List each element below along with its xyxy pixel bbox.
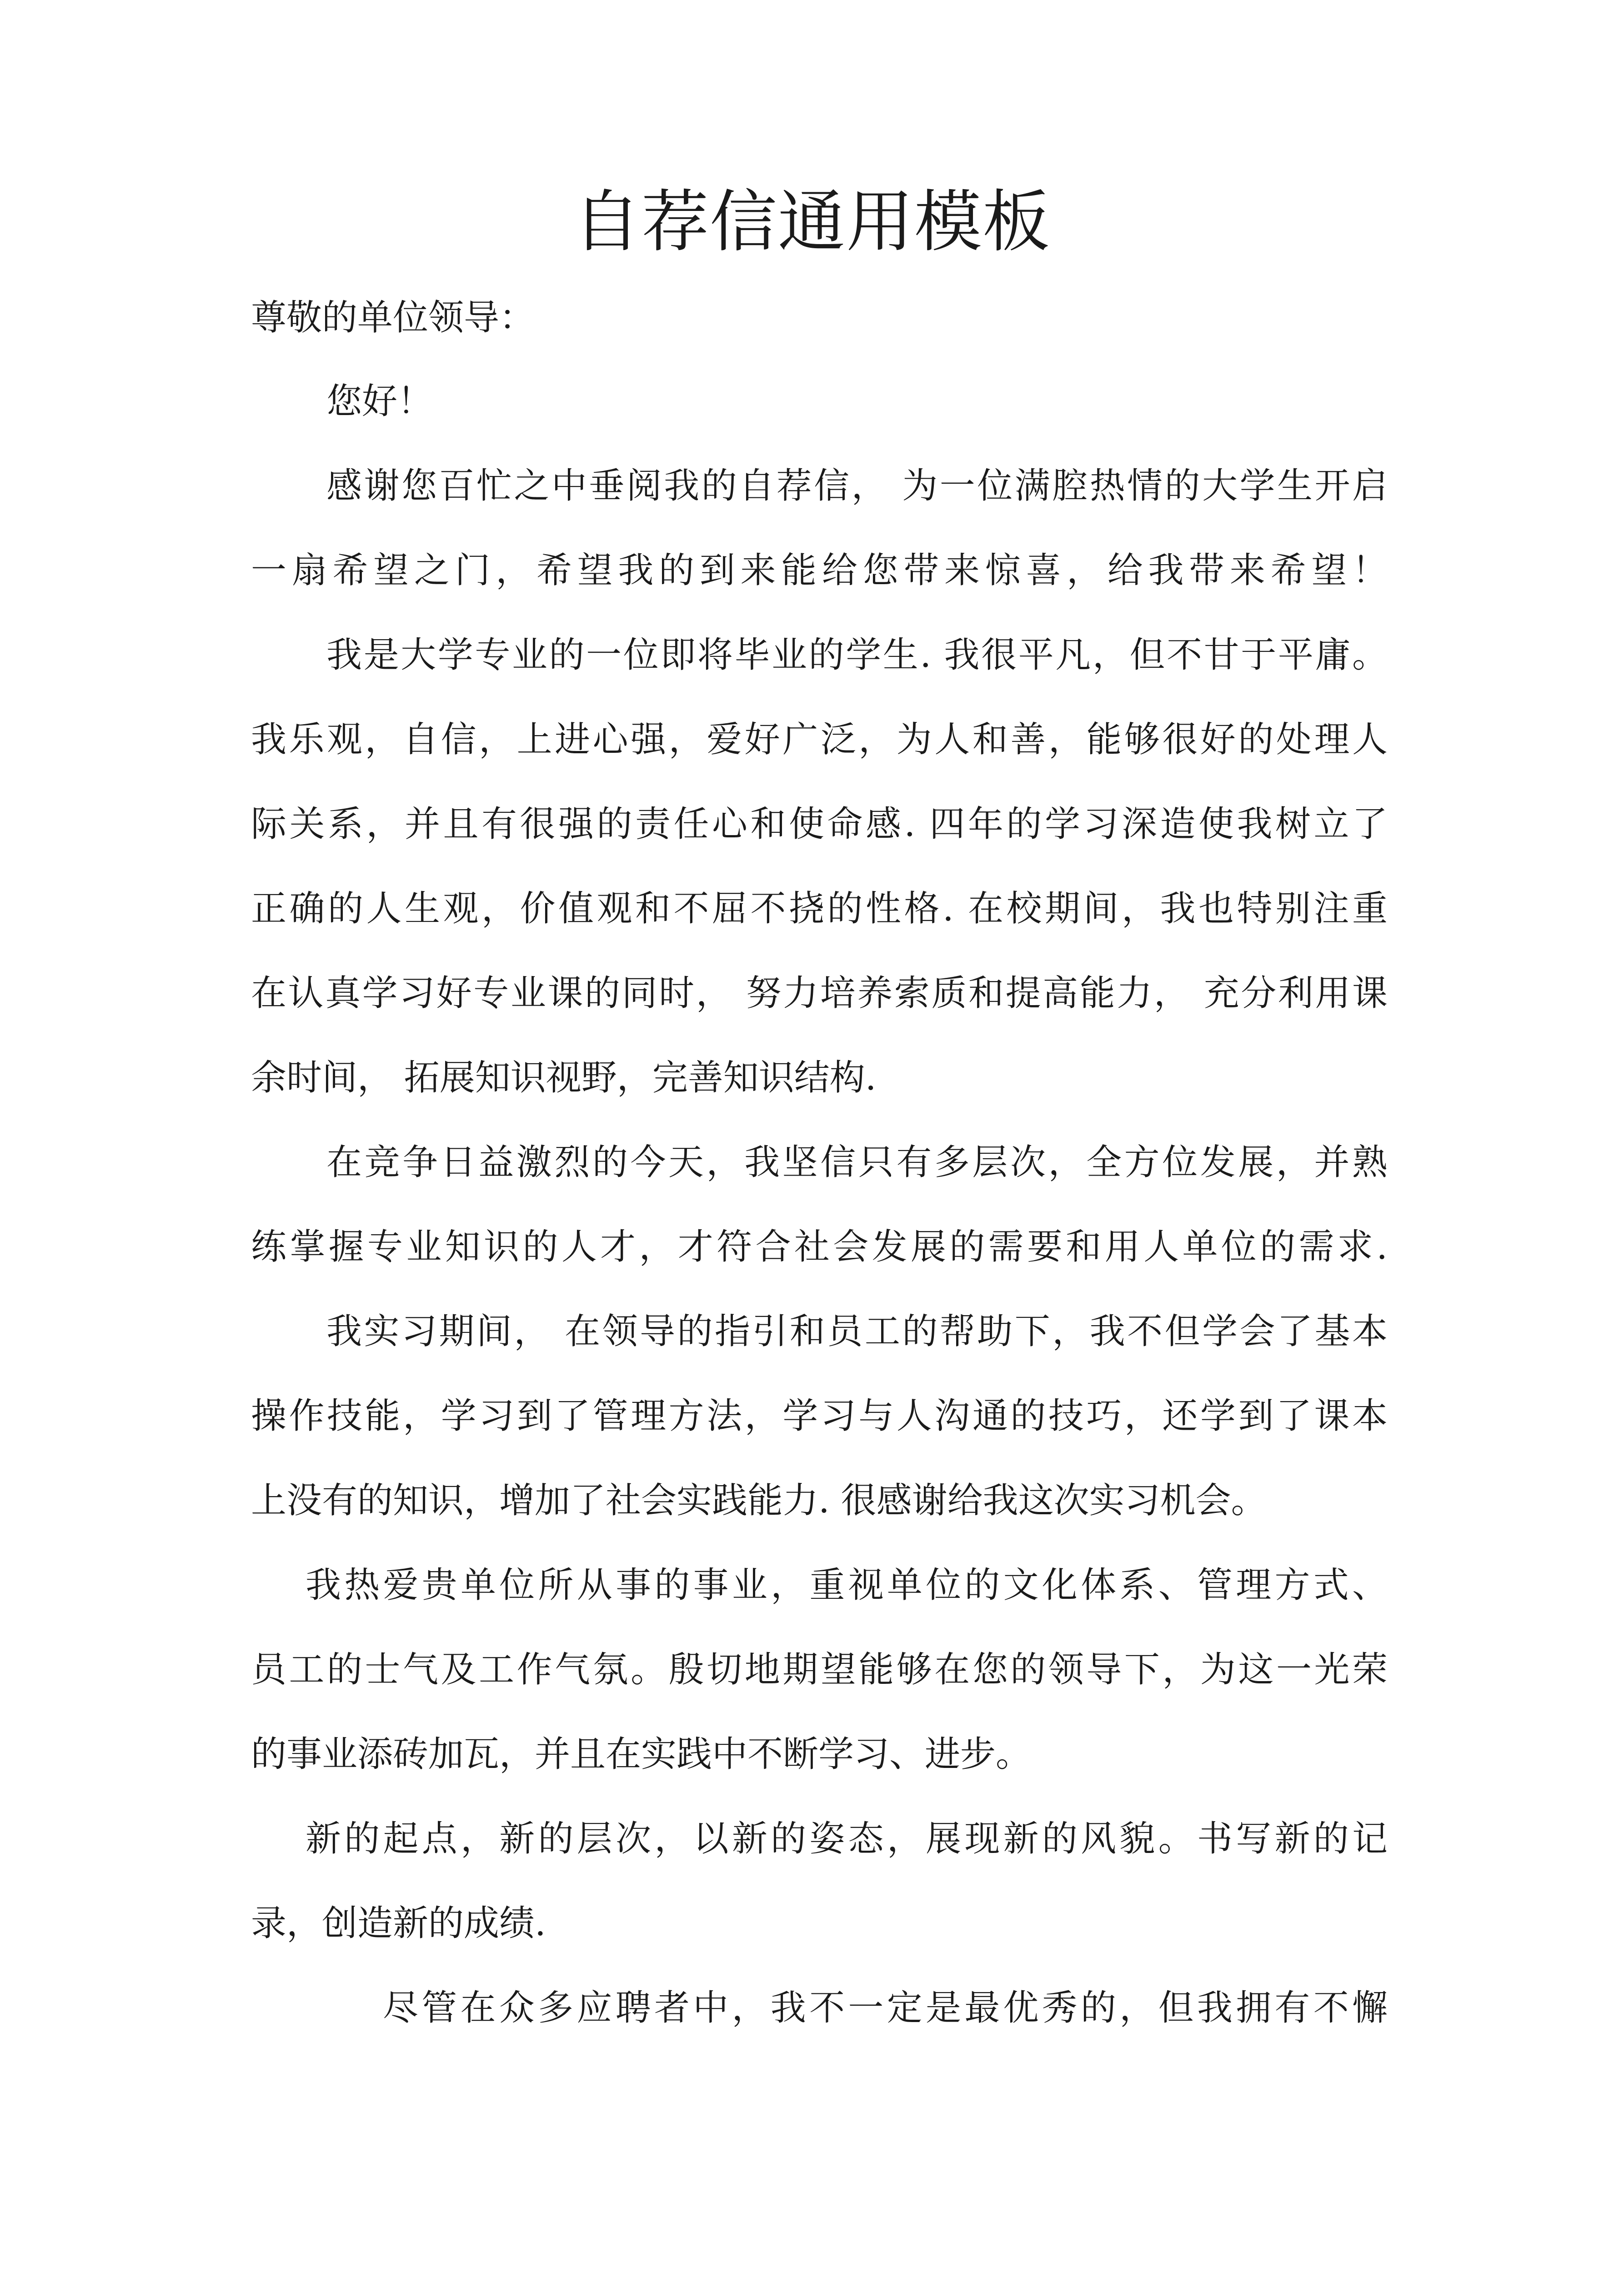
- salutation-line: 尊敬的单位领导：: [251, 297, 535, 338]
- paragraph-line: 我乐观，自信，上进心强，爱好广泛，为人和善，能够很好的处理人: [251, 719, 1388, 760]
- paragraph-line: 上没有的知识，增加了社会实践能力. 很感谢给我这次实习机会。: [251, 1480, 1267, 1521]
- paragraph-line: 我是大学专业的一位即将毕业的学生. 我很平凡，但不甘于平庸。: [326, 635, 1388, 676]
- paragraph-line: 我实习期间， 在领导的指引和员工的帮助下，我不但学会了基本: [326, 1311, 1388, 1352]
- paragraph-line: 操作技能，学习到了管理方法，学习与人沟通的技巧，还学到了课本: [251, 1396, 1388, 1437]
- paragraph-line: 在竞争日益激烈的今天，我坚信只有多层次，全方位发展，并熟: [326, 1142, 1388, 1183]
- paragraph-line: 员工的士气及工作气氛。殷切地期望能够在您的领导下，为这一光荣: [251, 1649, 1388, 1690]
- greeting-line: 您好！: [326, 381, 433, 422]
- paragraph-line: 在认真学习好专业课的同时， 努力培养索质和提高能力， 充分利用课: [251, 973, 1388, 1014]
- paragraph-line: 一扇希望之门，希望我的到来能给您带来惊喜，给我带来希望！: [251, 550, 1388, 591]
- paragraph-line: 练掌握专业知识的人才，才符合社会发展的需要和用人单位的需求.: [251, 1227, 1388, 1267]
- paragraph-line: 的事业添砖加瓦，并且在实践中不断学习、进步。: [251, 1734, 1032, 1775]
- paragraph-line: 新的起点，新的层次，以新的姿态，展现新的风貌。书写新的记: [306, 1818, 1388, 1859]
- paragraph-line: 我热爱贵单位所从事的事业，重视单位的文化体系、管理方式、: [306, 1565, 1388, 1606]
- paragraph-line: 余时间， 拓展知识视野，完善知识结构.: [251, 1057, 877, 1098]
- document-title: 自荐信通用模板: [573, 183, 1051, 261]
- paragraph-line: 正确的人生观，价值观和不屈不挠的性格. 在校期间，我也特别注重: [251, 888, 1388, 929]
- paragraph-line: 际关系，并且有很强的责任心和使命感. 四年的学习深造使我树立了: [251, 804, 1388, 845]
- paragraph-line: 感谢您百忙之中垂阅我的自荐信， 为一位满腔热情的大学生开启: [326, 466, 1388, 506]
- paragraph-line: 录，创造新的成绩.: [251, 1903, 546, 1944]
- paragraph-line: 尽管在众多应聘者中，我不一定是最优秀的，但我拥有不懈: [383, 1988, 1388, 2028]
